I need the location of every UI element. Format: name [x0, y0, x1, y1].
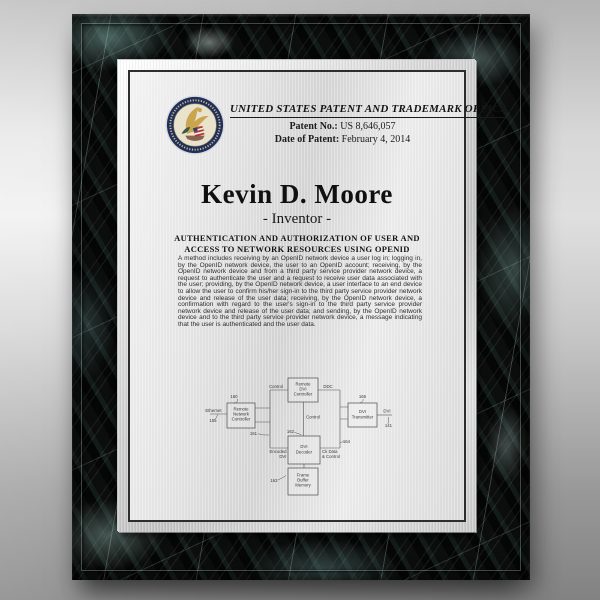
signal-label: Encoded [269, 449, 287, 454]
signal-label: Ethernet [205, 408, 222, 413]
box-label: Transmitter [351, 414, 374, 420]
signal-label: Control [306, 414, 320, 420]
patent-title-line1: AUTHENTICATION AND AUTHORIZATION OF USER AND [174, 233, 420, 243]
box-label: DVI [358, 409, 367, 414]
line-left-trunk [255, 390, 288, 448]
patent-number-line [230, 121, 455, 134]
silver-plate [118, 60, 508, 532]
patent-figure-diagram [180, 372, 420, 517]
patent-date-label: Date of Patent: [274, 133, 340, 145]
box-label: Network [233, 411, 249, 417]
patent-number-value: US 8,646,057 [340, 121, 396, 132]
signal-label: DVI [279, 454, 287, 459]
ref-numeral: 141 [384, 423, 393, 428]
patent-abstract: A method includes receiving by an OpenID network device a user log in; logging in, by the OpenID network device, the user to an OpenID account; receiving, by the OpenID network device and from a third party service provider network device, a request to authenticate the user and a request to receive user data associated with the user; providing, by the OpenID network device, a user interface to an end device to allow the user to confirm his/her sign-in to the third party service provider network device and release of the user data; receiving, by the OpenID network device, a confirmation with regard to the user's sign-in to the third party service provider network device and release of the user data; and sending, by the OpenID network device and to the third party service provider network device, a message indicating that the user is authenticated and the user data. [178, 255, 422, 328]
patent-number-label: Patent No.: [289, 121, 338, 132]
ref-numeral: 160 [230, 394, 238, 399]
uspto-seal-icon [164, 94, 226, 156]
office-title: UNITED STATES PATENT AND TRADEMARK OFFICE [230, 103, 507, 118]
leader-161 [258, 434, 269, 435]
patent-header [230, 99, 508, 146]
signal-label: Ck Data [322, 449, 338, 454]
box-label: Buffer [297, 477, 309, 483]
box-label: Remote [233, 406, 249, 412]
plate-engraved-area [128, 70, 508, 522]
leader-165 [360, 399, 364, 403]
patent-title-line2: ACCESS TO NETWORK RESOURCES USING OPENID [184, 244, 410, 254]
marble-plaque [72, 14, 530, 580]
box-label: Decoder [295, 449, 313, 455]
signal-label: & Control [322, 454, 340, 459]
signal-label: DVI [383, 408, 391, 414]
box-label: Controller [293, 391, 313, 397]
signal-label: Control [269, 384, 283, 389]
leader-162 [295, 433, 302, 436]
box-label: Remote [295, 381, 311, 387]
ref-numeral: 163 [270, 478, 278, 483]
box-label: DVI [299, 386, 307, 392]
ref-numeral: 155 [209, 418, 217, 423]
ref-numeral: 164 [342, 439, 351, 444]
ref-numeral: 165 [358, 394, 367, 399]
ref-numeral: 161 [249, 431, 258, 436]
box-label: Frame [296, 472, 310, 478]
patent-date-line [230, 134, 455, 147]
inventor-name: Kevin D. Moore [201, 179, 393, 209]
box-label: Controller [231, 416, 251, 422]
patent-date-value: February 4, 2014 [341, 133, 411, 145]
box-label: Memory [295, 482, 311, 488]
ref-numeral: 162 [286, 429, 295, 434]
signal-label: DDC [323, 384, 333, 389]
patent-title [130, 233, 464, 255]
box-label: DVI [300, 444, 308, 449]
leader-163 [278, 476, 286, 481]
inventor-role: - Inventor - [262, 211, 332, 227]
